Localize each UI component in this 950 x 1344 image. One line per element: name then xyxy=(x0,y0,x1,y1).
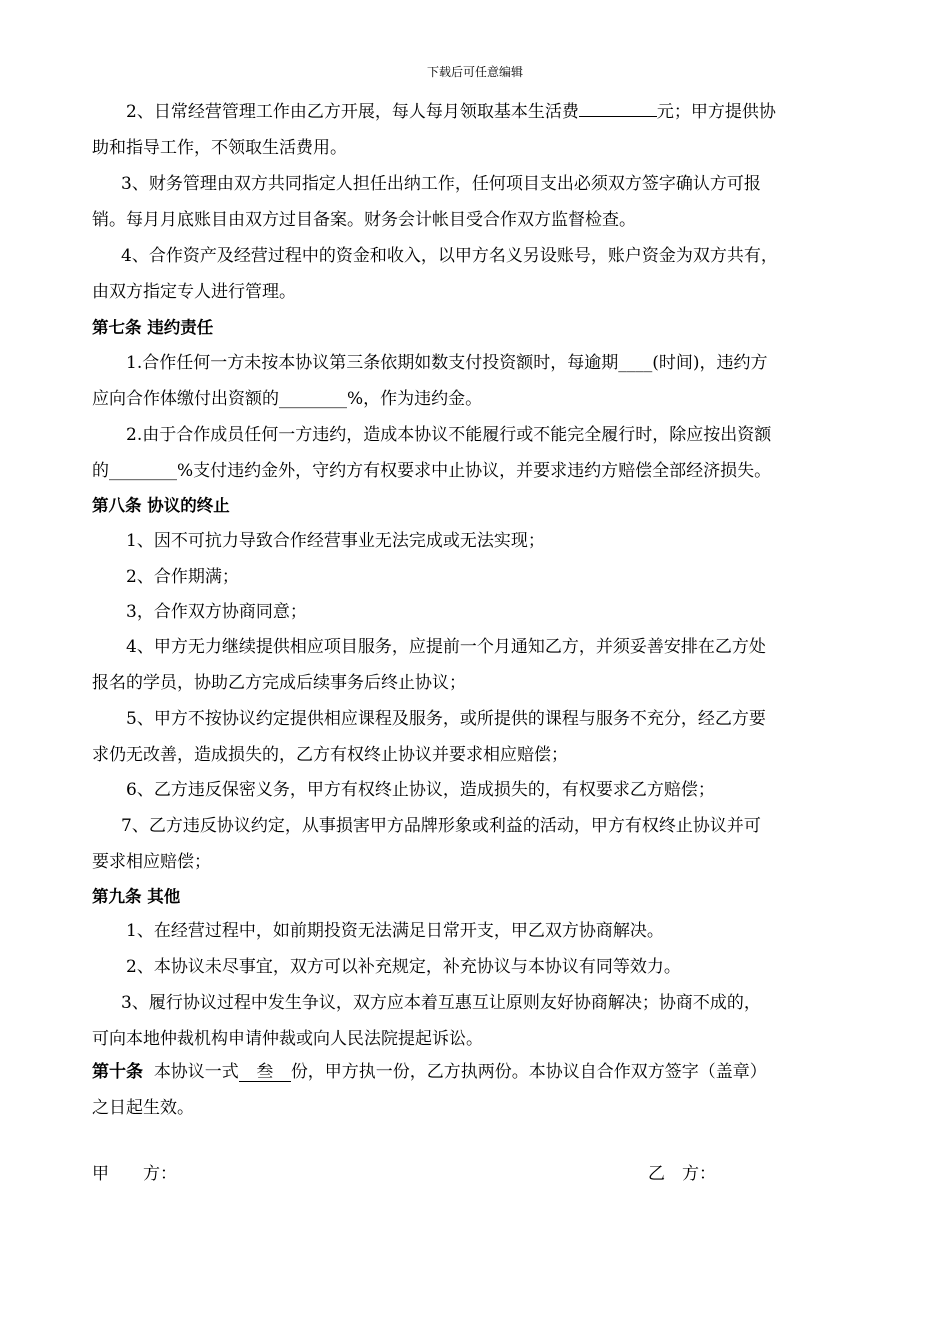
article-10-line-2: 之日起生效。 xyxy=(92,1098,194,1118)
clause-8-7-line-1: 7、乙方违反协议约定，从事损害甲方品牌形象或利益的活动，甲方有权终止协议并可 xyxy=(121,816,761,836)
clause-8-5-line-2: 求仍无改善，造成损失的，乙方有权终止协议并要求相应赔偿； xyxy=(92,745,568,765)
clause-8-5-line-1: 5、甲方不按协议约定提供相应课程及服务，或所提供的课程与服务不充分，经乙方要 xyxy=(126,709,766,729)
clause-8-6: 6、乙方违反保密义务，甲方有权终止协议，造成损失的，有权要求乙方赔偿； xyxy=(126,780,715,800)
clause-8-2: 2、合作期满； xyxy=(126,567,239,587)
clause-9-2: 2、本协议未尽事宜，双方可以补充规定，补充协议与本协议有同等效力。 xyxy=(126,957,681,977)
article-10-heading: 第十条 xyxy=(92,1062,143,1082)
copies-count[interactable]: 叁 xyxy=(239,1063,291,1082)
clause-text: 份，甲方执一份，乙方执两份。本协议自合作双方签字（盖章） xyxy=(290,1062,767,1082)
clause-6-3-line-2: 销。每月月底账目由双方过目备案。财务会计帐目受合作双方监督检查。 xyxy=(92,210,636,230)
clause-text: 本协议一式 xyxy=(153,1062,239,1082)
clause-7-1-line-2: 应向合作体缴付出资额的________%，作为违约金。 xyxy=(92,389,483,409)
clause-6-3-line-1: 3、财务管理由双方共同指定人担任出纳工作，任何项目支出必须双方签字确认方可报 xyxy=(121,174,761,194)
page-header: 下载后可任意编辑 xyxy=(426,65,523,79)
article-9-heading: 第九条 其他 xyxy=(92,887,181,906)
fill-in-blank[interactable] xyxy=(579,116,657,117)
clause-8-4-line-2: 报名的学员，协助乙方完成后续事务后终止协议； xyxy=(92,673,466,693)
clause-6-4-line-1: 4、合作资产及经营过程中的资金和收入，以甲方名义另设账号，账户资金为双方共有， xyxy=(121,246,778,266)
clause-7-2-line-1: 2.由于合作成员任何一方违约，造成本协议不能履行或不能完全履行时，除应按出资额 xyxy=(126,425,772,445)
clause-6-4-line-2: 由双方指定专人进行管理。 xyxy=(92,282,296,302)
party-b-signature-label: 乙 方： xyxy=(648,1164,716,1184)
clause-8-3: 3，合作双方协商同意； xyxy=(126,602,307,622)
clause-7-2-line-2: 的________%支付违约金外，守约方有权要求中止协议，并要求违约方赔偿全部经济损失。 xyxy=(92,461,772,481)
clause-7-1-line-1: 1.合作任何一方未按本协议第三条依期如数支付投资额时，每逾期____(时间)，违约方 xyxy=(126,353,768,373)
article-7-heading: 第七条 违约责任 xyxy=(92,318,214,337)
clause-9-1: 1、在经营过程中，如前期投资无法满足日常开支，甲乙双方协商解决。 xyxy=(126,921,664,941)
clause-text: 2、日常经营管理工作由乙方开展，每人每月领取基本生活费 xyxy=(126,102,579,122)
clause-8-1: 1、因不可抗力导致合作经营事业无法完成或无法实现； xyxy=(126,531,545,551)
clause-6-2-line-2: 助和指导工作，不领取生活费用。 xyxy=(92,138,347,158)
party-a-signature-label: 甲 方： xyxy=(92,1164,177,1184)
clause-9-3-line-1: 3、履行协议过程中发生争议，双方应本着互惠互让原则友好协商解决；协商不成的， xyxy=(121,993,761,1013)
clause-8-7-line-2: 要求相应赔偿； xyxy=(92,852,211,872)
article-8-heading: 第八条 协议的终止 xyxy=(92,496,230,515)
clause-text: 元；甲方提供协 xyxy=(656,102,776,122)
clause-8-4-line-1: 4、甲方无力继续提供相应项目服务，应提前一个月通知乙方，并须妥善安排在乙方处 xyxy=(126,637,766,657)
clause-6-2-line-1 xyxy=(126,101,776,123)
article-10-line-1 xyxy=(92,1061,767,1083)
clause-9-3-line-2: 可向本地仲裁机构申请仲裁或向人民法院提起诉讼。 xyxy=(92,1029,483,1049)
